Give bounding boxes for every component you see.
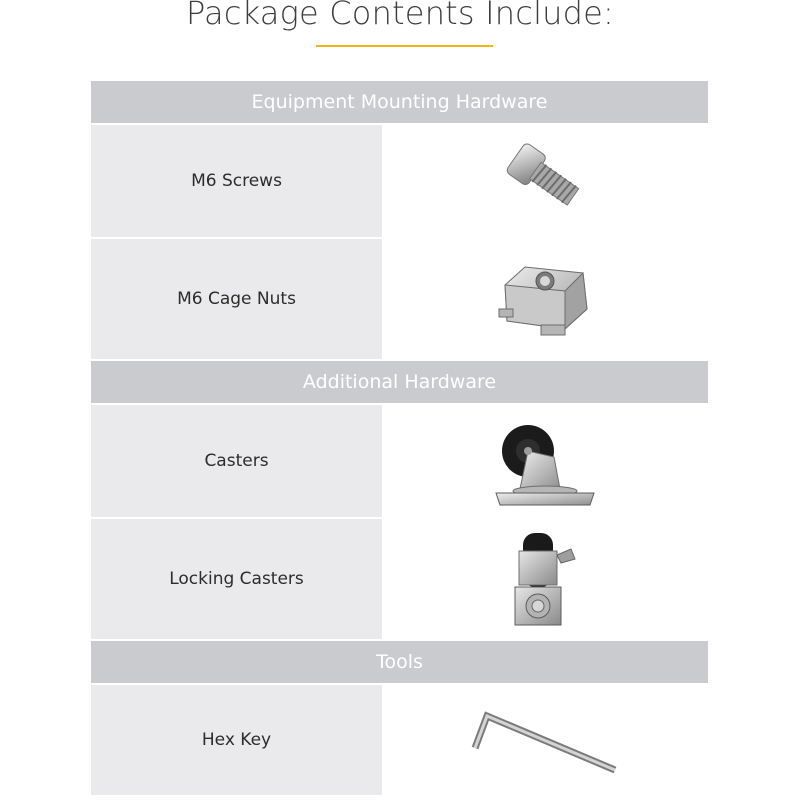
item-label-locking-casters: Locking Casters	[91, 519, 382, 639]
page-title: Package Contents Include:	[185, 0, 615, 32]
table-row	[91, 519, 708, 639]
item-label-hex-key: Hex Key	[91, 685, 382, 795]
m6-screw-icon	[485, 136, 605, 226]
locking-caster-icon	[505, 529, 585, 629]
contents-table	[91, 81, 708, 797]
hex-key-icon	[465, 700, 625, 780]
table-row	[91, 125, 708, 237]
item-label-casters: Casters	[91, 405, 382, 517]
table-row	[91, 685, 708, 795]
title-underline	[316, 45, 493, 47]
item-label-m6-screws: M6 Screws	[91, 125, 382, 237]
item-image-cell	[382, 405, 708, 517]
item-image-cell	[382, 519, 708, 639]
section-header-tools: Tools	[91, 641, 708, 683]
cage-nut-icon	[495, 257, 595, 341]
item-label-m6-cage-nuts: M6 Cage Nuts	[91, 239, 382, 359]
item-image-cell	[382, 685, 708, 795]
table-row	[91, 239, 708, 359]
table-row	[91, 405, 708, 517]
section-header-mounting-hardware: Equipment Mounting Hardware	[91, 81, 708, 123]
caster-icon	[490, 415, 600, 507]
item-image-cell	[382, 239, 708, 359]
item-image-cell	[382, 125, 708, 237]
section-header-additional-hardware: Additional Hardware	[91, 361, 708, 403]
